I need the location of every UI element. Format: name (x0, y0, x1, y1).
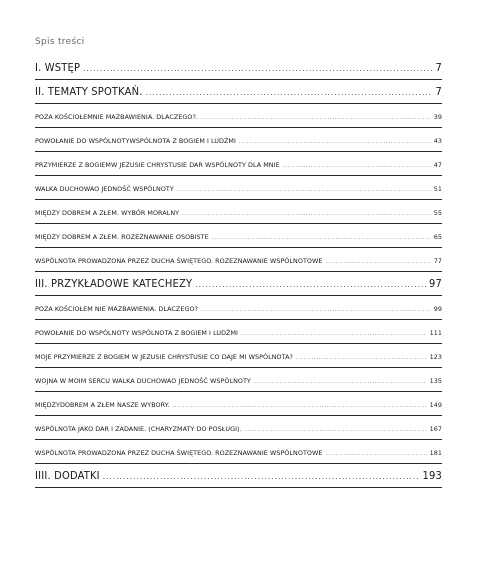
toc-entry-label: WOJNA W MOIM SERCU WALKA DUCHOWAO JEDNOŚĆ WSPÓLNOTY (35, 377, 251, 385)
page-title: Spis treści (35, 37, 85, 47)
dot-leader (146, 88, 433, 97)
dot-leader (296, 355, 427, 361)
table-of-contents (35, 56, 442, 488)
toc-entry[interactable] (35, 56, 442, 80)
toc-entry-label: POZA KOŚCIOŁEMNIE MAZBAWIENIA. DLACZEGO?. (35, 113, 198, 121)
toc-entry-label: I. WSTĘP (35, 61, 81, 74)
toc-entry[interactable] (35, 440, 442, 464)
toc-entry[interactable] (35, 464, 442, 488)
toc-entry[interactable] (35, 272, 442, 296)
toc-entry-page: 149 (429, 401, 442, 409)
toc-entry[interactable] (35, 200, 442, 224)
dot-leader (325, 451, 426, 457)
dot-leader (83, 64, 432, 73)
toc-entry-label: POWOŁANIE DO WSPÓLNOTYWSPÓLNOTA Z BOGIEM I LUDŹMI (35, 137, 236, 145)
toc-entry-page: 39 (433, 113, 442, 121)
toc-entry[interactable] (35, 344, 442, 368)
toc-entry-label: WSPÓLNOTA PROWADZONA PRZEZ DUCHA ŚWIĘTEGO. ROZEZNAWANIE WSPÓLNOTOWE (35, 449, 323, 457)
toc-entry[interactable] (35, 320, 442, 344)
toc-entry-label: POZA KOŚCIOŁEM NIE MAZBAWIENIA. DLACZEGO? (35, 305, 198, 313)
toc-entry[interactable] (35, 248, 442, 272)
toc-entry-page: 47 (433, 161, 442, 169)
dot-leader (239, 139, 431, 145)
toc-entry-label: POWOŁANIE DO WSPÓLNOTY WSPÓLNOTA Z BOGIEM I LUDŹMI (35, 329, 238, 337)
dot-leader (103, 472, 420, 481)
toc-entry-page: 43 (433, 137, 442, 145)
dot-leader (325, 259, 430, 265)
toc-entry-page: 167 (429, 425, 442, 433)
toc-entry[interactable] (35, 368, 442, 392)
toc-entry-page: 99 (433, 305, 442, 313)
toc-entry[interactable] (35, 416, 442, 440)
toc-entry[interactable] (35, 128, 442, 152)
toc-entry[interactable] (35, 296, 442, 320)
toc-entry-page: 97 (429, 277, 442, 290)
toc-entry[interactable] (35, 104, 442, 128)
dot-leader (245, 427, 427, 433)
toc-entry[interactable] (35, 152, 442, 176)
toc-entry-label: MIĘDZY DOBREM A ZŁEM. ROZEZNAWANIE OSOBISTE (35, 233, 209, 241)
toc-entry-page: 7 (435, 61, 442, 74)
toc-entry-page: 135 (429, 377, 442, 385)
toc-entry-label: PRZYMIERZE Z BOGIEMW JEZUSIE CHRYSTUSIE DAR WSPÓLNOTY DLA MNIE (35, 161, 280, 169)
toc-entry-page: 123 (429, 353, 442, 361)
dot-leader (172, 403, 426, 409)
toc-entry-label: MIĘDZYDOBREM A ZŁEM NASZE WYBORY. (35, 401, 170, 409)
toc-entry-label: II. TEMATY SPOTKAŃ. (35, 85, 143, 98)
toc-entry-label: WSPÓLNOTA JAKO DAR I ZADANIE. (CHARYZMATY DO POSŁUGI). (35, 425, 242, 433)
toc-entry-page: 111 (429, 329, 442, 337)
toc-entry-page: 51 (433, 185, 442, 193)
toc-entry-label: MIĘDZY DOBREM A ZŁEM. WYBÓR MORALNY (35, 209, 180, 217)
toc-entry-page: 193 (422, 469, 442, 482)
dot-leader (182, 211, 431, 217)
toc-entry-page: 7 (435, 85, 442, 98)
toc-entry-label: MOJE PRZYMIERZE Z BOGIEM W JEZUSIE CHRYSTUSIE CO DAJE MI WSPÓLNOTA? (35, 353, 293, 361)
toc-entry-page: 77 (433, 257, 442, 265)
toc-entry-label: WALKA DUCHOWAO JEDNOŚĆ WSPÓLNOTY (35, 185, 174, 193)
dot-leader (177, 187, 431, 193)
dot-leader (241, 331, 427, 337)
toc-entry[interactable] (35, 176, 442, 200)
dot-leader (212, 235, 431, 241)
dot-leader (201, 115, 431, 121)
toc-entry-page: 65 (433, 233, 442, 241)
toc-entry-label: IIII. DODATKI (35, 469, 100, 482)
toc-entry[interactable] (35, 80, 442, 104)
toc-entry-label: WSPÓLNOTA PROWADZONA PRZEZ DUCHA ŚWIĘTEGO. ROZEZNAWANIE WSPÓLNOTOWE (35, 257, 323, 265)
dot-leader (195, 280, 426, 289)
toc-entry[interactable] (35, 224, 442, 248)
toc-entry[interactable] (35, 392, 442, 416)
toc-entry-page: 181 (429, 449, 442, 457)
toc-entry-label: III. PRZYKŁADOWE KATECHEZY (35, 277, 193, 290)
dot-leader (254, 379, 427, 385)
dot-leader (201, 307, 431, 313)
dot-leader (283, 163, 431, 169)
toc-entry-page: 55 (433, 209, 442, 217)
